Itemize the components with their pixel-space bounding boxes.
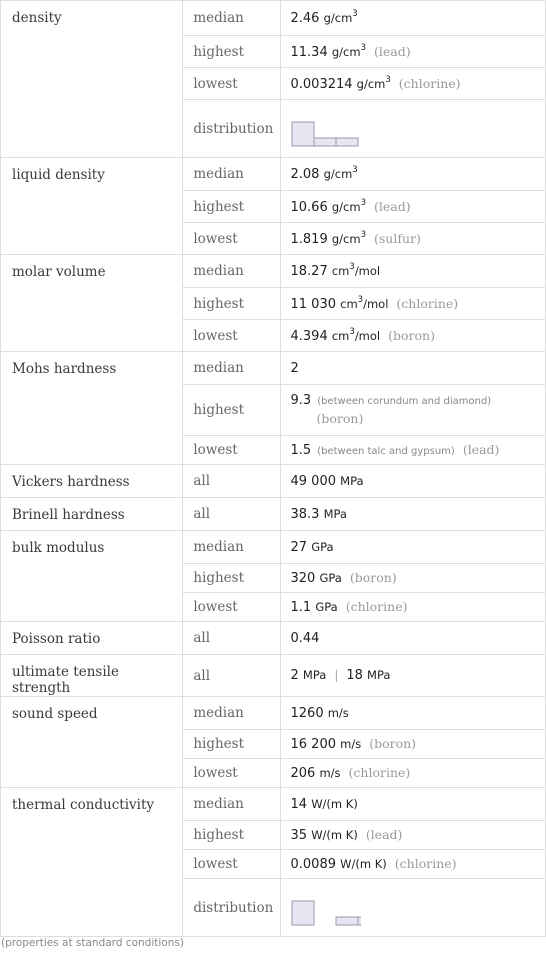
stat-label: median <box>183 352 280 385</box>
value-cell: 27 GPa <box>280 531 546 564</box>
stat-label: all <box>183 498 280 531</box>
stat-label: distribution <box>183 879 280 937</box>
value-cell: 206 m/s (chlorine) <box>280 759 546 788</box>
element-note: (chlorine) <box>398 75 461 91</box>
value-cell: 0.44 <box>280 622 546 655</box>
value-cell: 14 W/(m K) <box>280 788 546 821</box>
stat-label: lowest <box>183 759 280 788</box>
stat-label: median <box>183 255 280 288</box>
value-cell: 49 000 MPa <box>280 465 546 498</box>
value-cell: 4.394 $cm^3$/mol (boron) <box>280 320 546 352</box>
distribution-cell <box>280 879 546 937</box>
element-note: (chlorine) <box>394 856 457 871</box>
row-label-brinell-hardness: Brinell hardness <box>1 498 183 531</box>
row-label-liquid-density: liquid density <box>1 158 183 255</box>
value-cell: 11 030 $cm^3$/mol (chlorine) <box>280 288 546 320</box>
element-note: (boron) <box>349 570 397 585</box>
element-note: (lead) <box>365 827 403 842</box>
element-note: (lead) <box>373 43 411 59</box>
stat-label: highest <box>183 385 280 436</box>
row-label-vickers-hardness: Vickers hardness <box>1 465 183 498</box>
element-note: (boron) <box>388 327 435 343</box>
value-cell: 38.3 MPa <box>280 498 546 531</box>
table-row <box>1 498 546 531</box>
value-cell: 16 200 m/s (boron) <box>280 730 546 759</box>
element-note: (boron) <box>369 736 417 751</box>
value-cell: 10.66 $g/cm^3$ (lead) <box>280 191 546 223</box>
stat-label: median <box>183 158 280 191</box>
row-label-molar-volume: molar volume <box>1 255 183 352</box>
element-note: (lead) <box>462 442 500 457</box>
stat-label: highest <box>183 288 280 320</box>
row-label-thermal-conductivity: thermal conductivity <box>1 788 183 937</box>
histogram-bar <box>358 917 361 925</box>
row-label-mohs-hardness: Mohs hardness <box>1 352 183 465</box>
value-cell: 0.003214 $g/cm^3$ (chlorine) <box>280 68 546 100</box>
table-row <box>1 788 546 821</box>
stat-label: highest <box>183 36 280 68</box>
value-cell: 35 W/(m K) (lead) <box>280 821 546 850</box>
stat-label: highest <box>183 730 280 759</box>
table-row <box>1 255 546 288</box>
stat-label: median <box>183 1 280 36</box>
value-cell: 2 MPa | 18 MPa <box>280 655 546 697</box>
element-note: (sulfur) <box>373 230 421 246</box>
row-label-sound-speed: sound speed <box>1 697 183 788</box>
histogram-bar <box>314 138 336 146</box>
stat-label: lowest <box>183 223 280 255</box>
stat-label: lowest <box>183 593 280 622</box>
density-distribution-histogram <box>291 109 361 149</box>
element-note: (chlorine) <box>396 295 459 311</box>
value-cell: 2.46 $g/cm^3$ <box>280 1 546 36</box>
stat-label: median <box>183 697 280 730</box>
stat-label: lowest <box>183 320 280 352</box>
element-note: (lead) <box>373 198 411 214</box>
table-row <box>1 352 546 385</box>
value-cell: 18.27 $cm^3$/mol <box>280 255 546 288</box>
row-label-poisson-ratio: Poisson ratio <box>1 622 183 655</box>
value-cell: 1.5 (between talc and gypsum) (lead) <box>280 436 546 465</box>
value-cell: 2.08 $g/cm^3$ <box>280 158 546 191</box>
distribution-cell <box>280 100 546 158</box>
histogram-bar <box>292 901 314 925</box>
value-cell: 2 <box>280 352 546 385</box>
table-row <box>1 531 546 564</box>
value-cell: 1.819 $g/cm^3$ (sulfur) <box>280 223 546 255</box>
histogram-bar <box>292 122 314 146</box>
histogram-bar <box>336 917 358 925</box>
stat-label: lowest <box>183 436 280 465</box>
stat-label: lowest <box>183 68 280 100</box>
stat-label: highest <box>183 821 280 850</box>
value-cell: 1260 m/s <box>280 697 546 730</box>
table-row <box>1 158 546 191</box>
stat-label: distribution <box>183 100 280 158</box>
table-row <box>1 697 546 730</box>
thermal-conductivity-distribution-histogram <box>291 888 361 928</box>
element-note: (boron) <box>316 411 364 426</box>
table-row <box>1 622 546 655</box>
element-note: (chlorine) <box>345 599 408 614</box>
value-cell: 9.3 (between corundum and diamond) (boron) <box>280 385 546 436</box>
value-cell: 0.0089 W/(m K) (chlorine) <box>280 850 546 879</box>
value-cell: 320 GPa (boron) <box>280 564 546 593</box>
element-note: (chlorine) <box>348 765 411 780</box>
value-cell: 11.34 $g/cm^3$ (lead) <box>280 36 546 68</box>
row-label-density: density <box>1 1 183 158</box>
stat-label: all <box>183 622 280 655</box>
histogram-bar <box>336 138 358 146</box>
stat-label: median <box>183 788 280 821</box>
stat-label: median <box>183 531 280 564</box>
value-separator: | <box>334 668 339 682</box>
footnote: (properties at standard conditions) <box>1 937 184 949</box>
mineral-note: (between talc and gypsum) <box>317 446 455 457</box>
table-row <box>1 1 546 36</box>
value-cell: 1.1 GPa (chlorine) <box>280 593 546 622</box>
mineral-note: (between corundum and diamond) <box>317 396 492 407</box>
stat-label: all <box>183 465 280 498</box>
stat-label: all <box>183 655 280 697</box>
stat-label: highest <box>183 564 280 593</box>
row-label-ultimate-tensile-strength: ultimate tensile strength <box>1 655 183 697</box>
table-row <box>1 655 546 697</box>
row-label-bulk-modulus: bulk modulus <box>1 531 183 622</box>
stat-label: highest <box>183 191 280 223</box>
stat-label: lowest <box>183 850 280 879</box>
table-row <box>1 465 546 498</box>
